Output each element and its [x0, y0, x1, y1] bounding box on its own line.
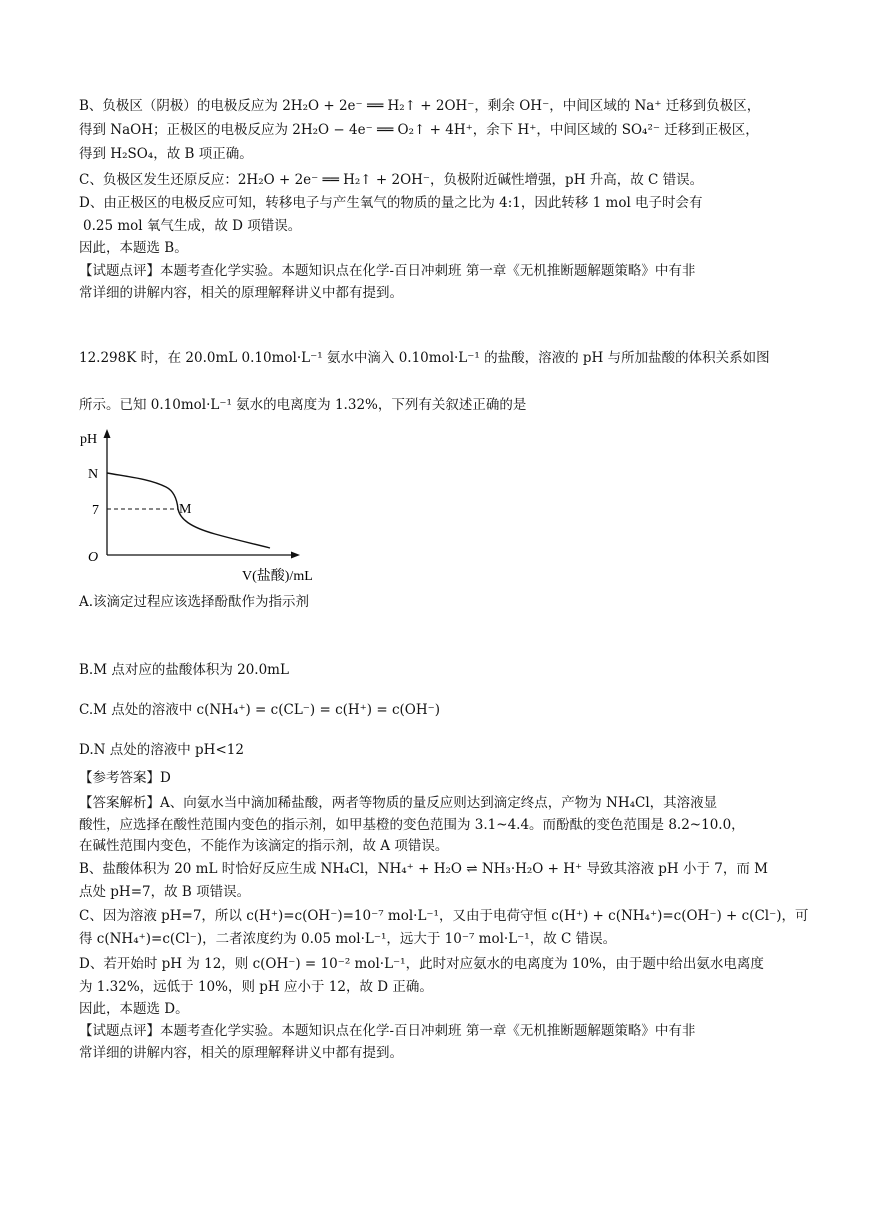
option-a: A.该滴定过程应该选择酚酞作为指示剂 [79, 594, 310, 610]
n-tick-label: N [88, 467, 99, 482]
explanation-d2-line-2: 为 1.32%，远低于 10%，则 pH 应小于 12，故 D 正确。 [79, 979, 433, 995]
y-axis-arrow [104, 429, 111, 438]
conclusion-2: 因此，本题选 D。 [79, 1001, 189, 1017]
comment-1-line-1: 【试题点评】本题考查化学实验。本题知识点在化学-百日冲刺班 第一章《无机推断题解题策略》中有非 [79, 263, 696, 279]
x-axis-label: V(盐酸)/mL [242, 569, 313, 584]
point-m-label: M [179, 502, 192, 517]
question-12-line-2: 所示。已知 0.10mol·L⁻¹ 氨水的电离度为 1.32%，下列有关叙述正确的是 [79, 397, 527, 413]
explanation-b2-line-1: B、盐酸体积为 20 mL 时恰好反应生成 NH₄Cl，NH₄⁺ + H₂O ⇌ NH₃·H₂O + H⁺ 导致其溶液 pH 小于 7，而 M [79, 861, 768, 877]
comment-1-line-2: 常详细的讲解内容，相关的原理解释讲义中都有提到。 [79, 285, 403, 301]
explanation-b2-line-2: 点处 pH=7，故 B 项错误。 [79, 884, 251, 900]
explanation-b-line-3: 得到 H₂SO₄，故 B 项正确。 [79, 146, 253, 162]
x-axis-arrow [291, 552, 300, 559]
explanation-a-line-1: 【答案解析】A、向氨水当中滴加稀盐酸，两者等物质的量反应则达到滴定终点，产物为 NH₄Cl，其溶液显 [79, 795, 718, 811]
origin-label: O [88, 550, 99, 565]
explanation-c2-line-1: C、因为溶液 pH=7，所以 c(H⁺)=c(OH⁻)=10⁻⁷ mol·L⁻¹，又由于电荷守恒 c(H⁺) + c(NH₄⁺)=c(OH⁻) + c(Cl⁻)，可 [79, 908, 809, 924]
option-b: B.M 点对应的盐酸体积为 20.0mL [79, 662, 289, 678]
titration-curve-figure [70, 425, 350, 585]
explanation-d-line-2: 0.25 mol 氧气生成，故 D 项错误。 [83, 218, 302, 234]
explanation-b-line-2: 得到 NaOH；正极区的电极反应为 2H₂O − 4e⁻ ══ O₂↑ + 4H⁺，余下 H⁺，中间区域的 SO₄²⁻ 迁移到正极区， [79, 122, 759, 138]
comment-2-line-2: 常详细的讲解内容，相关的原理解释讲义中都有提到。 [79, 1045, 403, 1061]
explanation-d2-line-1: D、若开始时 pH 为 12，则 c(OH⁻) = 10⁻² mol·L⁻¹，此时对应氨水的电离度为 10%，由于题中给出氨水电离度 [79, 956, 764, 972]
explanation-c-line-1: C、负极区发生还原反应：2H₂O + 2e⁻ ══ H₂↑ + 2OH⁻，负极附近碱性增强，pH 升高，故 C 错误。 [79, 172, 704, 188]
explanation-a-line-2: 酸性，应选择在酸性范围内变色的指示剂，如甲基橙的变色范围为 3.1~4.4。而酚酞的变色范围是 8.2~10.0， [79, 817, 745, 833]
comment-2-line-1: 【试题点评】本题考查化学实验。本题知识点在化学-百日冲刺班 第一章《无机推断题解题策略》中有非 [79, 1023, 696, 1039]
option-c: C.M 点处的溶液中 c(NH₄⁺) = c(CL⁻) = c(H⁺) = c(OH⁻) [79, 702, 441, 718]
question-12-line-1: 12.298K 时，在 20.0mL 0.10mol·L⁻¹ 氨水中滴入 0.10mol·L⁻¹ 的盐酸，溶液的 pH 与所加盐酸的体积关系如图 [79, 350, 770, 366]
explanation-b-line-1: B、负极区（阴极）的电极反应为 2H₂O + 2e⁻ ══ H₂↑ + 2OH⁻，剩余 OH⁻，中间区域的 Na⁺ 迁移到负极区， [79, 98, 761, 114]
reference-answer: 【参考答案】D [79, 770, 171, 786]
explanation-a-line-3: 在碱性范围内变色，不能作为该滴定的指示剂，故 A 项错误。 [79, 838, 449, 854]
explanation-d-line-1: D、由正极区的电极反应可知，转移电子与产生氧气的物质的量之比为 4:1，因此转移 1 mol 电子时会有 [79, 195, 703, 211]
conclusion-1: 因此，本题选 B。 [79, 240, 188, 256]
option-d: D.N 点处的溶液中 pH<12 [79, 742, 244, 758]
explanation-c2-line-2: 得 c(NH₄⁺)=c(Cl⁻)，二者浓度约为 0.05 mol·L⁻¹，远大于 10⁻⁷ mol·L⁻¹，故 C 错误。 [79, 931, 617, 947]
ph7-tick-label: 7 [92, 503, 99, 518]
y-axis-label: pH [80, 432, 98, 447]
